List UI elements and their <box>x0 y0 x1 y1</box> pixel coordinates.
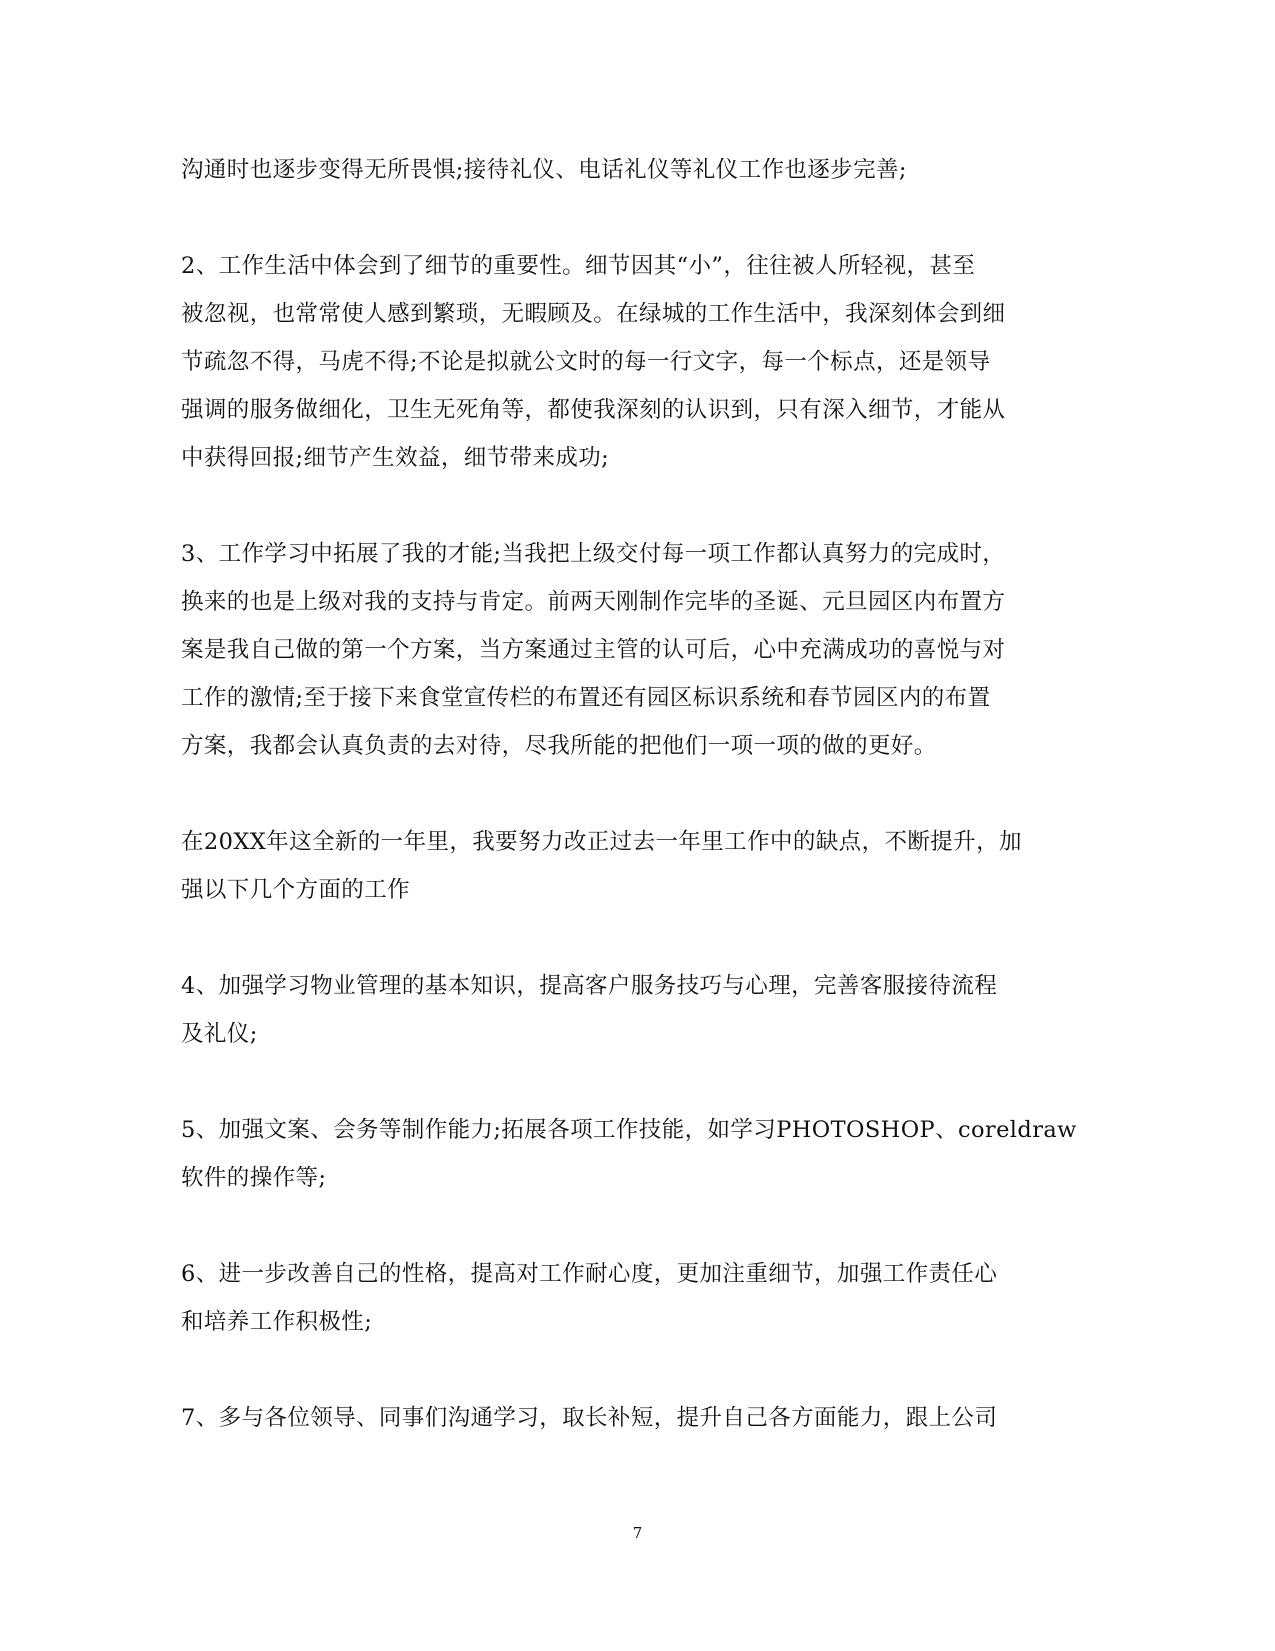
paragraph-3 <box>181 530 1094 770</box>
document-body <box>181 146 1094 1490</box>
text-line: 5、加强文案、会务等制作能力;拓展各项工作技能，如学习PHOTOSHOP、coreldraw <box>181 1117 1077 1143</box>
paragraph-1 <box>181 146 1094 194</box>
text-line: 方案，我都会认真负责的去对待，尽我所能的把他们一项一项的做的更好。 <box>181 733 937 759</box>
text-line: 被忽视，也常常使人感到繁琐，无暇顾及。在绿城的工作生活中，我深刻体会到细 <box>181 301 1006 327</box>
paragraph-2 <box>181 242 1094 482</box>
text-line: 6、进一步改善自己的性格，提高对工作耐心度，更加注重细节，加强工作责任心 <box>181 1261 998 1287</box>
text-line: 强以下几个方面的工作 <box>181 877 411 903</box>
text-line: 中获得回报;细节产生效益，细节带来成功; <box>181 445 610 471</box>
text-line: 和培养工作积极性; <box>181 1309 373 1335</box>
text-line: 及礼仪; <box>181 1021 258 1047</box>
text-line: 在20XX年这全新的一年里，我要努力改正过去一年里工作中的缺点，不断提升，加 <box>181 829 1022 855</box>
text-line: 强调的服务做细化，卫生无死角等，都使我深刻的认识到，只有深入细节，才能从 <box>181 397 1006 423</box>
text-line: 案是我自己做的第一个方案，当方案通过主管的认可后，心中充满成功的喜悦与对 <box>181 637 1006 663</box>
text-line: 沟通时也逐步变得无所畏惧;接待礼仪、电话礼仪等礼仪工作也逐步完善; <box>181 157 907 183</box>
paragraph-7 <box>181 1250 1094 1346</box>
page-number: 7 <box>632 1524 643 1542</box>
text-line: 3、工作学习中拓展了我的才能;当我把上级交付每一项工作都认真努力的完成时， <box>181 541 1006 567</box>
paragraph-4 <box>181 818 1094 914</box>
paragraph-6 <box>181 1106 1094 1202</box>
text-line: 换来的也是上级对我的支持与肯定。前两天刚制作完毕的圣诞、元旦园区内布置方 <box>181 589 1006 615</box>
text-line: 4、加强学习物业管理的基本知识，提高客户服务技巧与心理，完善客服接待流程 <box>181 973 998 999</box>
text-line: 2、工作生活中体会到了细节的重要性。细节因其“小”，往往被人所轻视，甚至 <box>181 253 976 279</box>
text-line: 节疏忽不得，马虎不得;不论是拟就公文时的每一行文字，每一个标点，还是领导 <box>181 349 991 375</box>
text-line: 软件的操作等; <box>181 1165 327 1191</box>
text-line: 工作的激情;至于接下来食堂宣传栏的布置还有园区标识系统和春节园区内的布置 <box>181 685 991 711</box>
paragraph-5 <box>181 962 1094 1058</box>
text-line: 7、多与各位领导、同事们沟通学习，取长补短，提升自己各方面能力，跟上公司 <box>181 1405 998 1431</box>
paragraph-8 <box>181 1394 1094 1442</box>
